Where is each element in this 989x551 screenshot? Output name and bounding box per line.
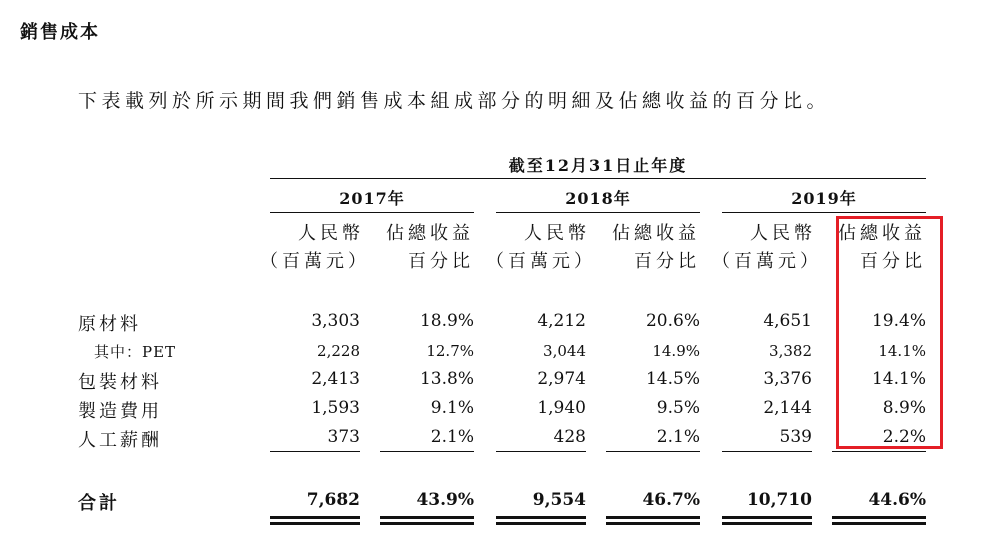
- year-2017: 2017年: [339, 189, 405, 208]
- table-cell: 14.1%: [878, 342, 926, 360]
- row-label-labor: 人工薪酬: [78, 430, 162, 451]
- subtotal-rule: [832, 451, 926, 452]
- year-2018: 2018年: [565, 189, 631, 208]
- table-cell: 18.9%: [419, 311, 474, 331]
- total-cell: 44.6%: [868, 490, 926, 510]
- total-double-rule: [496, 522, 586, 525]
- period-title: 截至12月31日止年度: [508, 156, 688, 175]
- total-cell: 43.9%: [416, 490, 474, 510]
- section-title: 銷售成本: [20, 22, 100, 43]
- year-rule-2018: [496, 212, 700, 213]
- row-label-raw-materials: 原材料: [78, 314, 141, 335]
- table-cell: 2,144: [763, 398, 812, 418]
- table-cell: 3,382: [769, 342, 812, 360]
- header-amount-line1: 人民幣: [524, 223, 590, 244]
- header-amount-2017: [260, 220, 370, 276]
- table-cell: 2,413: [311, 369, 360, 389]
- header-amount-line1: 人民幣: [750, 223, 816, 244]
- subtotal-rule: [722, 451, 812, 452]
- header-amount-line2: （百萬元）: [486, 251, 596, 272]
- header-pct-2018: [596, 220, 700, 276]
- total-double-rule: [270, 516, 360, 519]
- table-cell: 4,212: [537, 311, 586, 331]
- table-cell: 3,044: [543, 342, 586, 360]
- total-double-rule: [496, 516, 586, 519]
- total-double-rule: [606, 522, 700, 525]
- subtotal-rule: [606, 451, 700, 452]
- table-cell: 14.5%: [645, 369, 700, 389]
- year-rule-2019: [722, 212, 926, 213]
- table-cell: 14.1%: [871, 369, 926, 389]
- table-cell: 12.7%: [426, 342, 474, 360]
- table-cell: 2,974: [537, 369, 586, 389]
- table-cell: 19.4%: [871, 311, 926, 331]
- table-cell: 2.1%: [656, 427, 700, 447]
- total-cell: 10,710: [746, 490, 812, 510]
- header-amount-line1: 人民幣: [298, 223, 364, 244]
- subtotal-rule: [380, 451, 474, 452]
- header-amount-line2: （百萬元）: [712, 251, 822, 272]
- header-pct-2017: [370, 220, 474, 276]
- total-double-rule: [722, 516, 812, 519]
- header-pct-line2: 百分比: [860, 251, 926, 272]
- period-rule: [270, 178, 926, 179]
- total-cell: 7,682: [306, 490, 360, 510]
- header-pct-line2: 百分比: [634, 251, 700, 272]
- table-cell: 8.9%: [882, 398, 926, 418]
- table-cell: 9.5%: [656, 398, 700, 418]
- table-cell: 3,303: [311, 311, 360, 331]
- total-double-rule: [380, 522, 474, 525]
- header-pct-line2: 百分比: [408, 251, 474, 272]
- table-cell: 2.1%: [430, 427, 474, 447]
- total-double-rule: [832, 516, 926, 519]
- table-cell: 1,593: [311, 398, 360, 418]
- table-cell: 428: [553, 427, 586, 447]
- row-label-packaging: 包裝材料: [78, 372, 162, 393]
- highlight-box: [836, 216, 943, 449]
- table-cell: 4,651: [763, 311, 812, 331]
- header-amount-line2: （百萬元）: [260, 251, 370, 272]
- total-double-rule: [722, 522, 812, 525]
- header-pct-line1: 佔總收益: [838, 223, 926, 244]
- row-label-total: 合計: [78, 493, 120, 514]
- subtotal-rule: [270, 451, 360, 452]
- total-double-rule: [270, 522, 360, 525]
- total-double-rule: [606, 516, 700, 519]
- table-cell: 539: [779, 427, 812, 447]
- total-double-rule: [832, 522, 926, 525]
- total-cell: 9,554: [532, 490, 586, 510]
- header-pct-line1: 佔總收益: [386, 223, 474, 244]
- intro-paragraph: 下表載列於所示期間我們銷售成本組成部分的明細及佔總收益的百分比。: [78, 90, 831, 112]
- subtotal-rule: [496, 451, 586, 452]
- year-2019: 2019年: [791, 189, 857, 208]
- header-pct-line1: 佔總收益: [612, 223, 700, 244]
- table-cell: 2,228: [317, 342, 360, 360]
- header-amount-2019: [712, 220, 822, 276]
- table-cell: 1,940: [537, 398, 586, 418]
- table-cell: 373: [327, 427, 360, 447]
- table-cell: 9.1%: [430, 398, 474, 418]
- table-cell: 3,376: [763, 369, 812, 389]
- table-cell: 2.2%: [882, 427, 926, 447]
- year-rule-2017: [270, 212, 474, 213]
- row-label-manufacturing: 製造費用: [78, 401, 162, 422]
- table-cell: 14.9%: [652, 342, 700, 360]
- total-double-rule: [380, 516, 474, 519]
- table-cell: 20.6%: [645, 311, 700, 331]
- table-cell: 13.8%: [419, 369, 474, 389]
- header-amount-2018: [486, 220, 596, 276]
- row-label-pet: 其中：PET: [94, 343, 177, 361]
- total-cell: 46.7%: [642, 490, 700, 510]
